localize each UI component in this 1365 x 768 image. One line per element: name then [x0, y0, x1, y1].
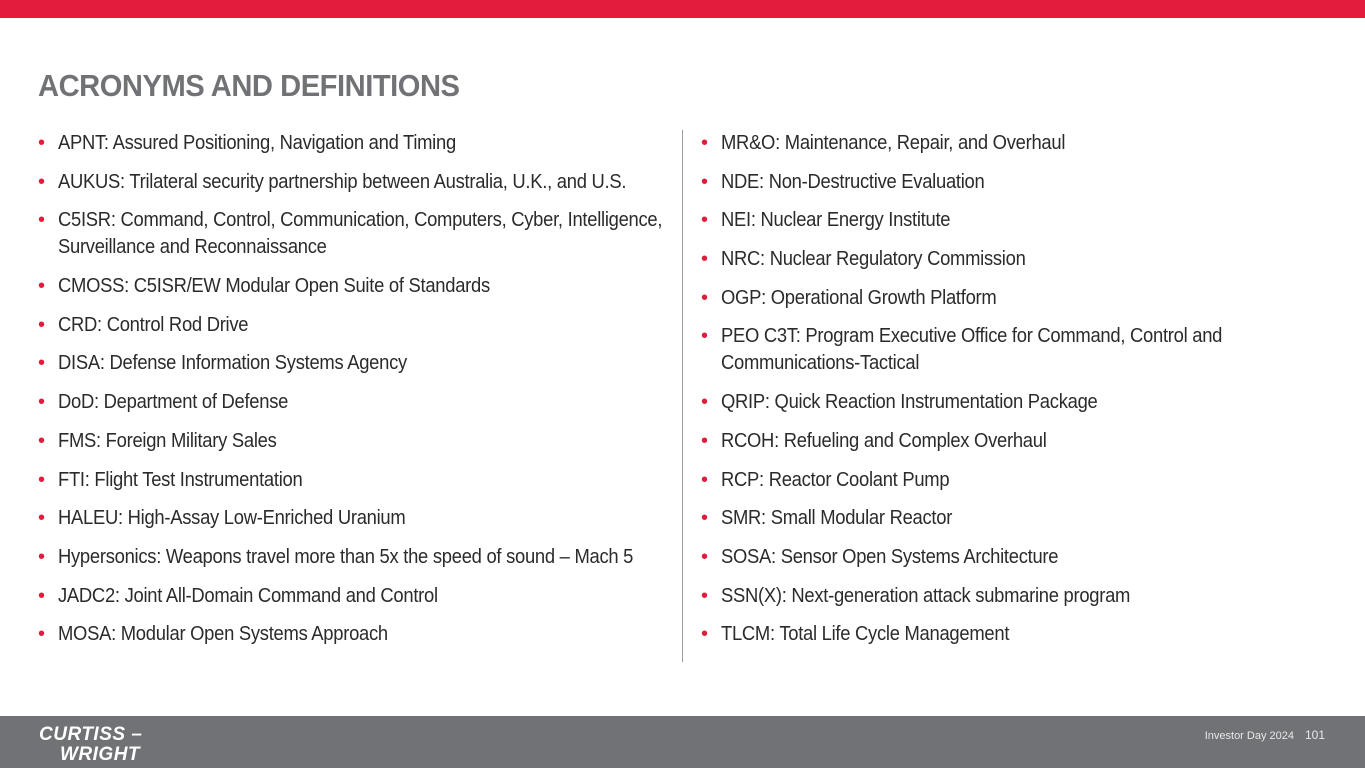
list-item — [38, 169, 678, 196]
list-item — [701, 323, 1341, 377]
list-item-text: HALEU: High-Assay Low-Enriched Uranium — [58, 507, 406, 530]
list-item-text: TLCM: Total Life Cycle Management — [721, 623, 1010, 646]
list-item-text: AUKUS: Trilateral security partnership between Australia, U.K., and U.S. — [58, 170, 627, 193]
list-item-text: Hypersonics: Weapons travel more than 5x the speed of sound – Mach 5 — [58, 545, 634, 568]
page-number: 101 — [1304, 728, 1325, 742]
list-item — [701, 207, 1341, 234]
list-item-text: SSN(X): Next-generation attack submarine program — [721, 584, 1131, 607]
list-item — [38, 544, 678, 571]
list-item — [701, 428, 1341, 455]
logo-line-1: CURTISS – — [39, 724, 143, 745]
list-item-text: SMR: Small Modular Reactor — [721, 507, 953, 530]
list-item — [38, 312, 678, 339]
list-item-text: OGP: Operational Growth Platform — [721, 286, 997, 309]
list-item-text: MOSA: Modular Open Systems Approach — [58, 623, 388, 646]
list-item-text: RCOH: Refueling and Complex Overhaul — [721, 429, 1047, 452]
list-item-text: APNT: Assured Positioning, Navigation and Timing — [58, 132, 456, 154]
list-item-text: CMOSS: C5ISR/EW Modular Open Suite of Standards — [58, 275, 490, 298]
list-item-text: MR&O: Maintenance, Repair, and Overhaul — [721, 132, 1066, 154]
list-item-text: DoD: Department of Defense — [58, 391, 289, 414]
list-item — [38, 389, 678, 416]
list-item-text: FTI: Flight Test Instrumentation — [58, 468, 303, 491]
list-item-text: PEO C3T: Program Executive Office for Command, Control and Communications-Tactical — [721, 325, 1223, 375]
logo-line-2: WRIGHT — [60, 744, 141, 764]
list-item — [38, 621, 678, 648]
list-item-text: QRIP: Quick Reaction Instrumentation Package — [721, 391, 1098, 414]
list-item — [701, 285, 1341, 312]
list-item — [701, 389, 1341, 416]
acronym-list-right — [701, 130, 1341, 660]
list-item — [701, 246, 1341, 273]
list-item-text: JADC2: Joint All-Domain Command and Control — [58, 584, 438, 607]
list-item-text: CRD: Control Rod Drive — [58, 313, 249, 336]
list-item-text: RCP: Reactor Coolant Pump — [721, 468, 950, 491]
footer-event-label: Investor Day 2024 — [1204, 730, 1294, 742]
list-item — [38, 273, 678, 300]
list-item — [701, 169, 1341, 196]
list-item — [38, 467, 678, 494]
list-item-text: SOSA: Sensor Open Systems Architecture — [721, 545, 1059, 568]
list-item — [701, 583, 1341, 610]
list-item — [38, 505, 678, 532]
list-item — [38, 130, 678, 157]
footer-bar — [0, 716, 1365, 768]
top-accent-bar — [0, 0, 1365, 18]
list-item — [701, 467, 1341, 494]
list-item — [38, 350, 678, 377]
list-item-text: FMS: Foreign Military Sales — [58, 429, 277, 452]
list-item — [701, 505, 1341, 532]
slide-title: ACRONYMS AND DEFINITIONS — [38, 68, 460, 103]
list-item — [701, 544, 1341, 571]
acronym-list-left — [38, 130, 678, 660]
list-item — [38, 207, 678, 261]
list-item-text: NEI: Nuclear Energy Institute — [721, 209, 951, 232]
list-item-text: NRC: Nuclear Regulatory Commission — [721, 248, 1026, 271]
column-divider — [682, 130, 683, 662]
list-item — [701, 130, 1341, 157]
list-item-text: DISA: Defense Information Systems Agency — [58, 352, 407, 375]
list-item-text: C5ISR: Command, Control, Communication, Computers, Cyber, Intelligence, Surveillance and Reconnaissance — [58, 209, 663, 259]
list-item — [38, 583, 678, 610]
list-item-text: NDE: Non-Destructive Evaluation — [721, 170, 985, 193]
curtiss-wright-logo — [38, 722, 178, 764]
list-item — [701, 621, 1341, 648]
list-item — [38, 428, 678, 455]
